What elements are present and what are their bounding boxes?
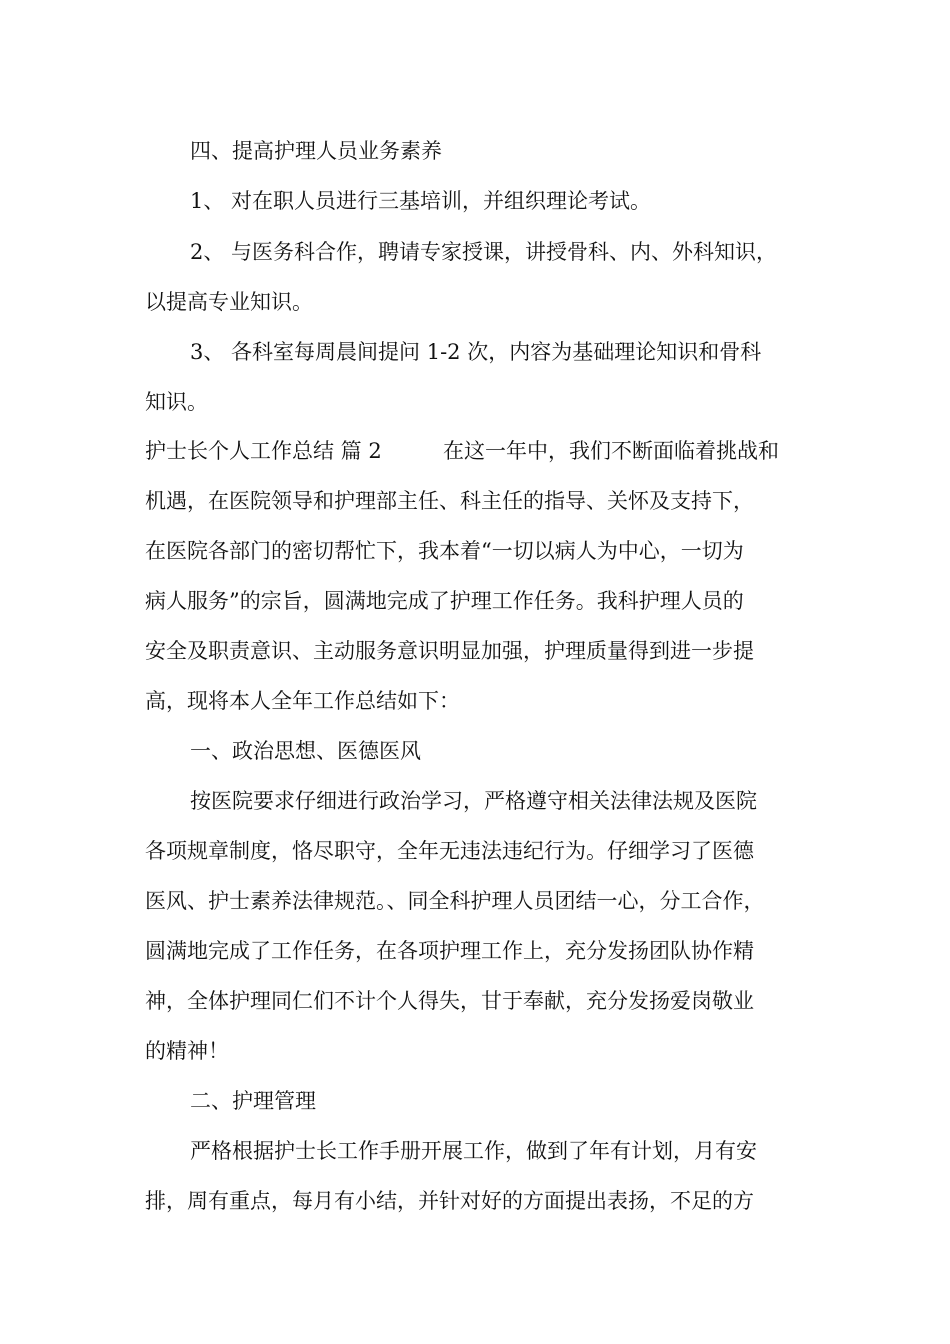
section-heading-2: 二、护理管理	[190, 1089, 316, 1113]
list-item-3-continued: 知识。	[145, 390, 208, 414]
paragraph-line: 排，周有重点，每月有小结，并针对好的方面提出表扬，不足的方	[145, 1189, 754, 1213]
paragraph-line: 神，全体护理同仁们不计个人得失，甘于奉献，充分发扬爱岗敬业	[145, 989, 754, 1013]
paragraph-line: 各项规章制度，恪尽职守，全年无违法违纪行为。仔细学习了医德	[145, 839, 754, 863]
section-heading-4: 四、提高护理人员业务素养	[190, 139, 442, 163]
section-heading-1: 一、政治思想、医德医风	[190, 739, 421, 763]
paragraph-line: 的精神！	[145, 1039, 229, 1063]
paragraph-line: 安全及职责意识、主动服务意识明显加强，护理质量得到进一步提	[145, 639, 754, 663]
paragraph-line: 在这一年中，我们不断面临着挑战和	[443, 439, 779, 463]
paragraph-line: 高，现将本人全年工作总结如下：	[145, 689, 460, 713]
paragraph-line: 病人服务”的宗旨，圆满地完成了护理工作任务。我科护理人员的	[145, 589, 744, 613]
paragraph-line: 医风、护士素养法律规范。、同全科护理人员团结一心，分工合作，	[145, 889, 765, 913]
paragraph-line: 圆满地完成了工作任务，在各项护理工作上，充分发扬团队协作精	[145, 939, 754, 963]
paragraph-line: 按医院要求仔细进行政治学习，严格遵守相关法律法规及医院	[190, 789, 757, 813]
list-item-1: 1、 对在职人员进行三基培训，并组织理论考试。	[190, 189, 652, 213]
list-item-2-continued: 以提高专业知识。	[145, 290, 313, 314]
list-item-2: 2、 与医务科合作，聘请专家授课，讲授骨科、内、外科知识，	[190, 240, 778, 264]
paragraph-line: 机遇，在医院领导和护理部主任、科主任的指导、关怀及支持下，	[145, 489, 754, 513]
paragraph-line: 在医院各部门的密切帮忙下，我本着“一切以病人为中心，一切为	[145, 539, 744, 563]
list-item-3: 3、 各科室每周晨间提问 1-2 次，内容为基础理论知识和骨科	[190, 340, 762, 364]
paragraph-line: 严格根据护士长工作手册开展工作，做到了年有计划，月有安	[190, 1139, 757, 1163]
article-title: 护士长个人工作总结 篇 2	[145, 439, 382, 463]
